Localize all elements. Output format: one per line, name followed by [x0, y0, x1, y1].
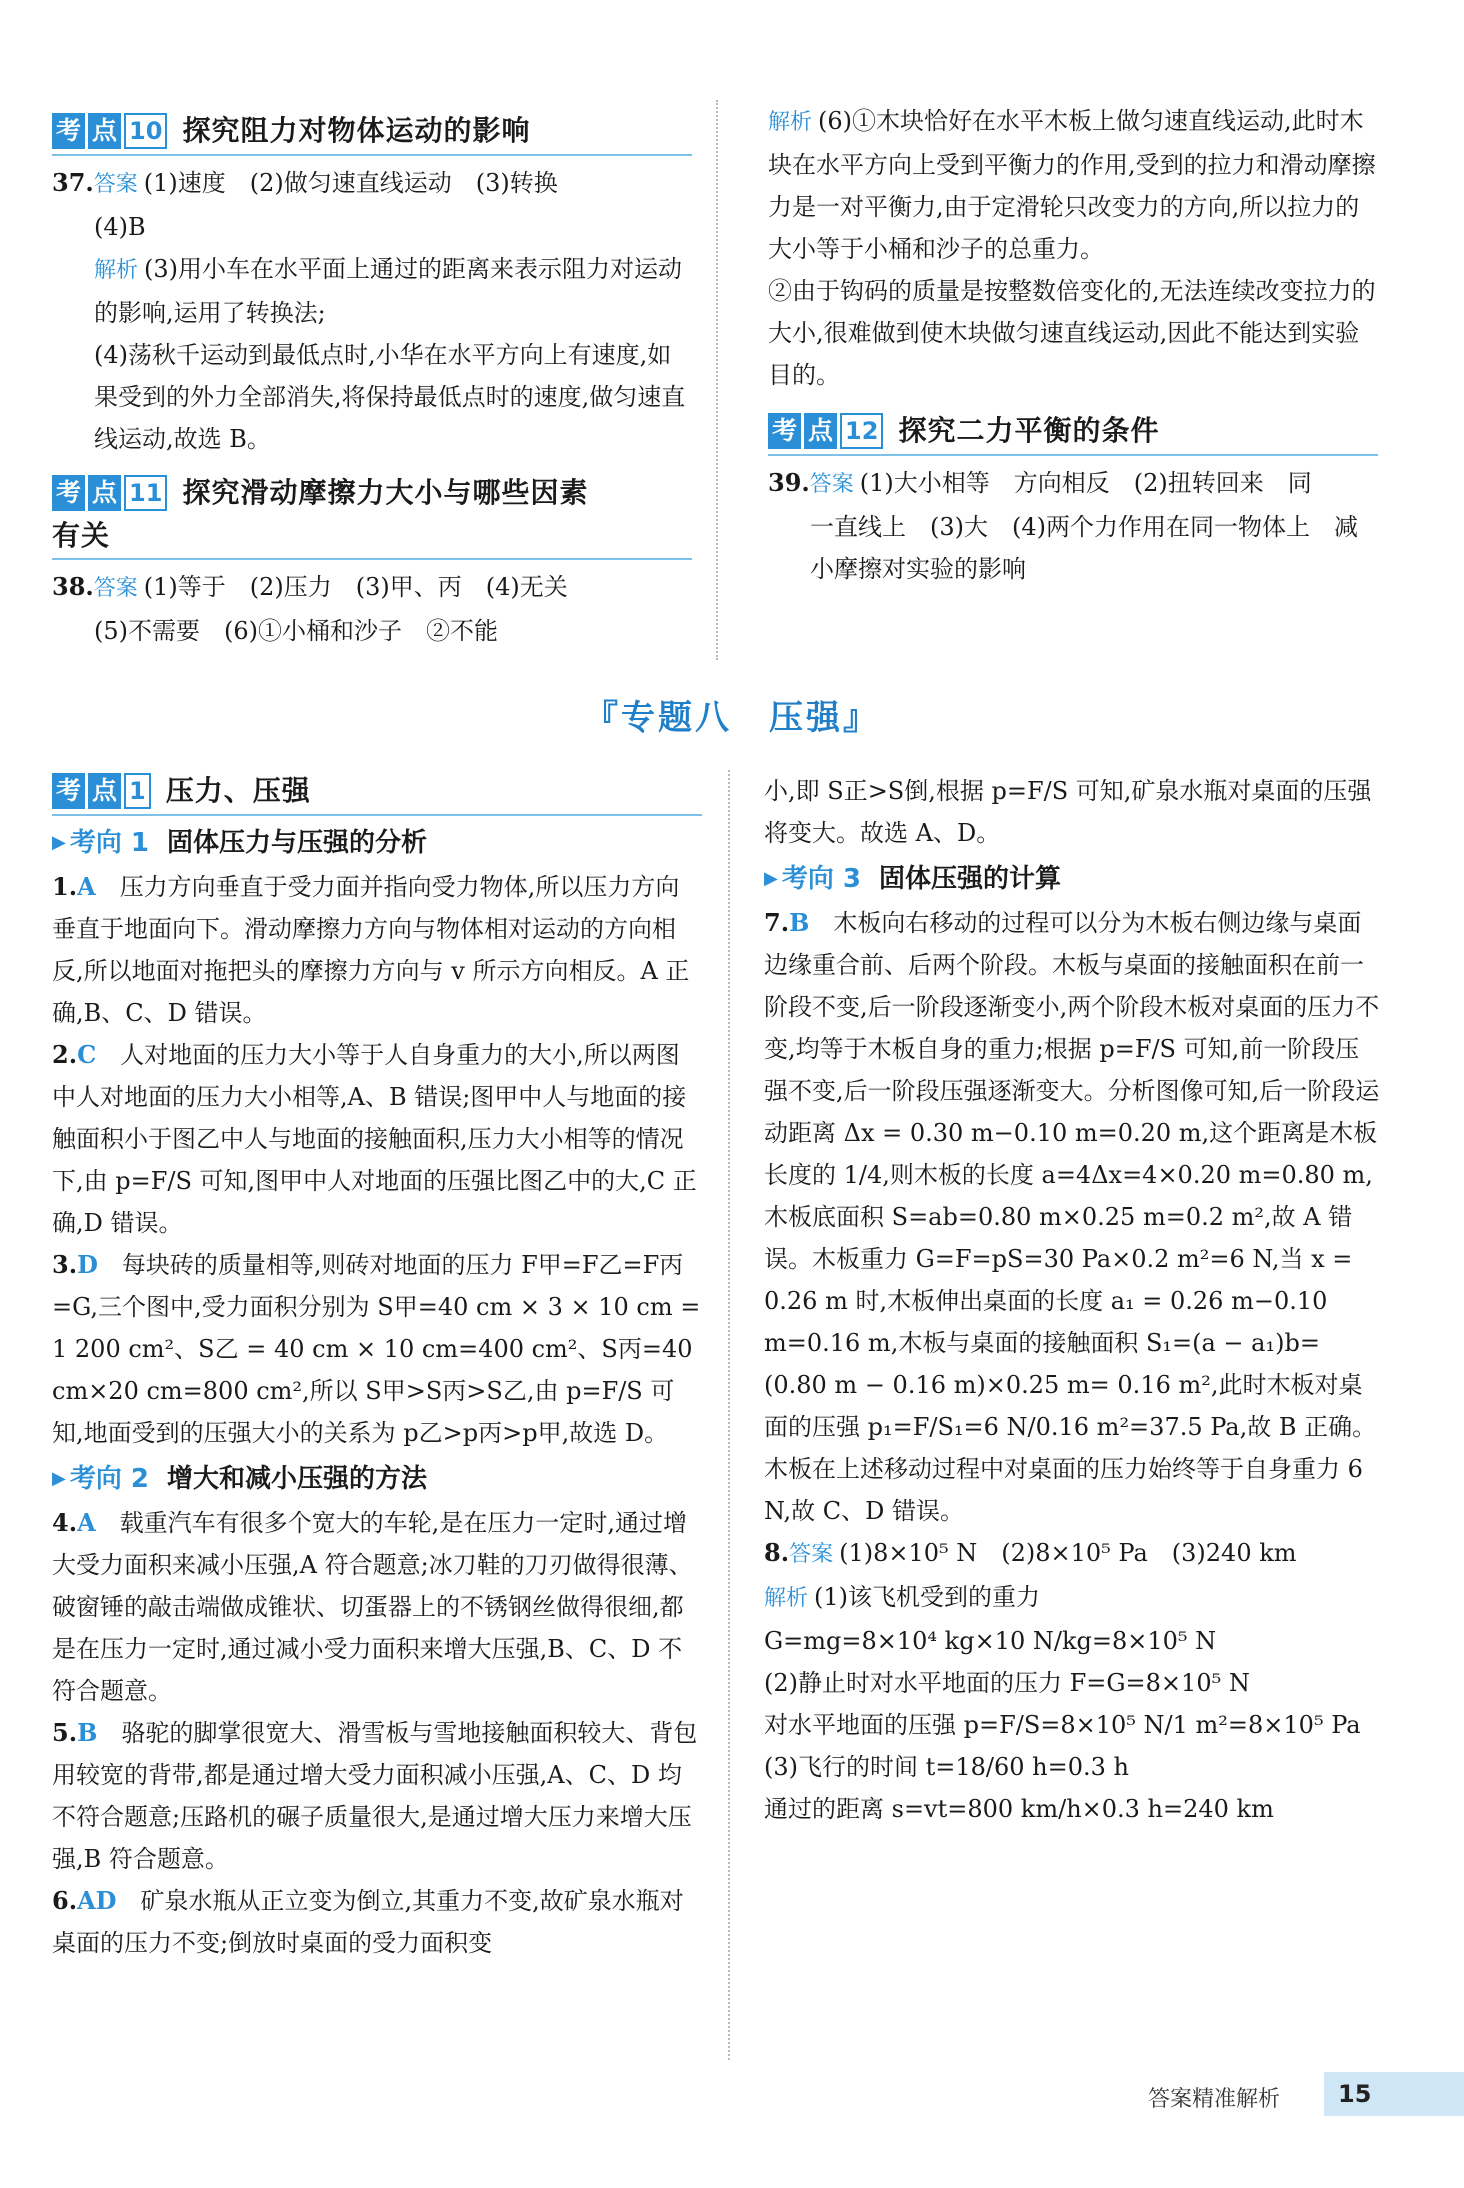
footer-text: 答案精准解析 [1148, 2087, 1281, 2112]
explanation-tag: 解析 [764, 1586, 809, 1611]
triangle-icon: ▶ [52, 832, 66, 853]
heading-rule [52, 814, 702, 816]
kaodian-badge: 考 点 11 [52, 475, 170, 511]
kaodian-title: 探究滑动摩擦力大小与哪些因素 [182, 476, 589, 509]
question-39: 39.答案 (1)大小相等 方向相反 (2)扭转回来 同 一直线上 (3)大 (4)两个力作用在同一物体上 减小摩擦对实验的影响 [768, 468, 1358, 583]
triangle-icon: ▶ [764, 868, 778, 889]
heading-rule [52, 154, 692, 156]
answer-tag: 答案 [93, 172, 138, 197]
section-title: 『专题八 压强』 [584, 698, 880, 738]
column-divider [716, 100, 718, 660]
question-38: 38.答案 (1)等于 (2)压力 (3)甲、丙 (4)无关 (5)不需要 (6)①小桶和沙子 ②不能 [52, 572, 568, 645]
kaoxiang-3-header: ▶ 考向 3 固体压强的计算 [764, 858, 1382, 900]
question-5: 5.B 骆驼的脚掌很宽大、滑雪板与雪地接触面积较大、背包用较宽的背带,都是通过增大受力面积减小压强,A、C、D 均不符合题意;压路机的碾子质量很大,是通过增大压力来增大压强,B 符合题意。 [52, 1718, 698, 1873]
kaodian-title: 压力、压强 [165, 774, 311, 807]
kaoxiang-2-header: ▶ 考向 2 增大和减小压强的方法 [52, 1458, 702, 1500]
kaodian-10-header [52, 110, 692, 152]
kaoxiang-1-header: ▶ 考向 1 固体压力与压强的分析 [52, 822, 702, 864]
kaodian-badge: 考 点 12 [768, 413, 886, 449]
column-divider [728, 770, 730, 2060]
question-7: 7.B 木板向右移动的过程可以分为木板右侧边缘与桌面边缘重合前、后两个阶段。木板与桌面的接触面积在前一阶段不变,后一阶段逐渐变小,两个阶段木板对桌面的压力不变,均等于木板自身的重力;根据 p=F/S 可知,前一阶段压强不变,后一阶段压强逐渐变大。分析图像可知,后一阶段运动距离 Δx = 0.30 m−0.10 m=0.20 m,这个距离是木板长度的 1/4,则木板的长度 a=4Δx=4×0.20 m=0.80 m,木板底面积 S=ab=0.80 m×0.25 m=0.2 m²,故 A 错误。木板重力 G=F=pS=30 Pa×0.2 m²=6 N,当 x = 0.26 m 时,木板伸出桌面的长度 a₁ = 0.26 m−0.10 m=0.16 m,木板与桌面的接触面积 S₁=(a − a₁)b=(0.80 m − 0.16 m)×0.25 m= 0.16 m²,此时木板对桌面的压强 p₁=F/S₁=6 N/0.16 m²=37.5 Pa,故 B 正确。木板在上述移动过程中对桌面的压力始终等于自身重力 6 N,故 C、D 错误。 [764, 908, 1380, 1525]
triangle-icon: ▶ [52, 1468, 66, 1489]
kaodian-title: 探究阻力对物体运动的影响 [182, 114, 531, 147]
explanation-tag: 解析 [94, 258, 139, 283]
heading-rule [52, 558, 692, 560]
top-right-column: 解析 (6)①木块恰好在水平木板上做匀速直线运动,此时木块在水平方向上受到平衡力的作用,受到的拉力和滑动摩擦力是一对平衡力,由于定滑轮只改变力的方向,所以拉力的大小等于小桶和沙子的总重力。 ②由于钩码的质量是按整数倍变化的,无法连续改变拉力的大小,很难做到使木块做匀速直线运动,因此不能达到实验目的。 考 点 12 探究二力平衡的条件 39.答案 (1)大小相等 方向相反 (2)扭转回来 同 一直线上 (3)大 (4)两个力作用在同一物体上 减小摩擦对实验的影响 [768, 100, 1378, 590]
question-6: 6.AD 矿泉水瓶从正立变为倒立,其重力不变,故矿泉水瓶对桌面的压力不变;倒放时桌面的受力面积变 [52, 1886, 684, 1957]
question-1: 1.A 压力方向垂直于受力面并指向受力物体,所以压力方向垂直于地面向下。滑动摩擦力方向与物体相对运动的方向相反,所以地面对拖把头的摩擦力方向与 v 所示方向相反。A 正确,B、C、D 错误。 [52, 872, 690, 1027]
bottom-right-column [764, 770, 1382, 1830]
answer-tag: 答案 [809, 472, 854, 497]
kaodian-1-header [52, 770, 702, 812]
answer-tag: 答案 [789, 1542, 834, 1567]
kaodian-badge: 考 点 10 [52, 113, 170, 149]
heading-rule [768, 454, 1378, 456]
kaodian-title: 探究二力平衡的条件 [898, 414, 1160, 447]
question-2: 2.C 人对地面的压力大小等于人自身重力的大小,所以两图中人对地面的压力大小相等,A、B 错误;图甲中人与地面的接触面积小于图乙中人与地面的接触面积,压力大小相等的情况下,由 p=F/S 可知,图甲中人对地面的压强比图乙中的大,C 正确,D 错误。 [52, 1040, 697, 1237]
kaodian-title-cont: 有关 [52, 519, 111, 552]
kaodian-11-header [52, 472, 692, 514]
question-37: 37.答案 (1)速度 (2)做匀速直线运动 (3)转换 (4)B 解析 (3)用小车在水平面上通过的距离来表示阻力对运动的影响,运用了转换法; (4)荡秋千运动到最低点时,小华在水平方向上有速度,如果受到的外力全部消失,将保持最低点时的速度,做匀速直线运动,故选 B。 [52, 168, 686, 453]
explanation-tag: 解析 [768, 110, 813, 135]
top-left-column [52, 110, 692, 652]
answer-tag: 答案 [93, 576, 138, 601]
question-6-continued: 小,即 S正>S倒,根据 p=F/S 可知,矿泉水瓶对桌面的压强将变大。故选 A、D。 [764, 777, 1372, 847]
bottom-left-column [52, 770, 702, 1964]
question-8: 8.答案 (1)8×10⁵ N (2)8×10⁵ Pa (3)240 km 解析 (1)该飞机受到的重力 G=mg=8×10⁴ kg×10 N/kg=8×10⁵ N (2)静止时对水平地面的压力 F=G=8×10⁵ N 对水平地面的压强 p=F/S=8×10⁵ N/1 m²=8×10⁵ Pa (3)飞行的时间 t=18/60 h=0.3 h 通过的距离 s=vt=800 km/h×0.3 h=240 km [764, 1538, 1361, 1823]
question-3: 3.D 每块砖的质量相等,则砖对地面的压力 F甲=F乙=F丙=G,三个图中,受力面积分别为 S甲=40 cm × 3 × 10 cm = 1 200 cm²、S乙 = 40 cm × 10 cm=400 cm²、S丙=40 cm×20 cm=800 cm²,所以 S甲>S丙>S乙,由 p=F/S 可知,地面受到的压强大小的关系为 p乙>p丙>p甲,故选 D。 [52, 1250, 701, 1447]
question-4: 4.A 载重汽车有很多个宽大的车轮,是在压力一定时,通过增大受力面积来减小压强,A 符合题意;冰刀鞋的刀刃做得很薄、破窗锤的敲击端做成锥状、切蛋器上的不锈钢丝做得很细,都是在压力一定时,通过减小受力面积来增大压强,B、C、D 不符合题意。 [52, 1508, 693, 1705]
kaodian-badge: 考 点 1 [52, 773, 154, 809]
page-number: 15 [1324, 2072, 1464, 2116]
kaodian-12-header [768, 410, 1378, 452]
